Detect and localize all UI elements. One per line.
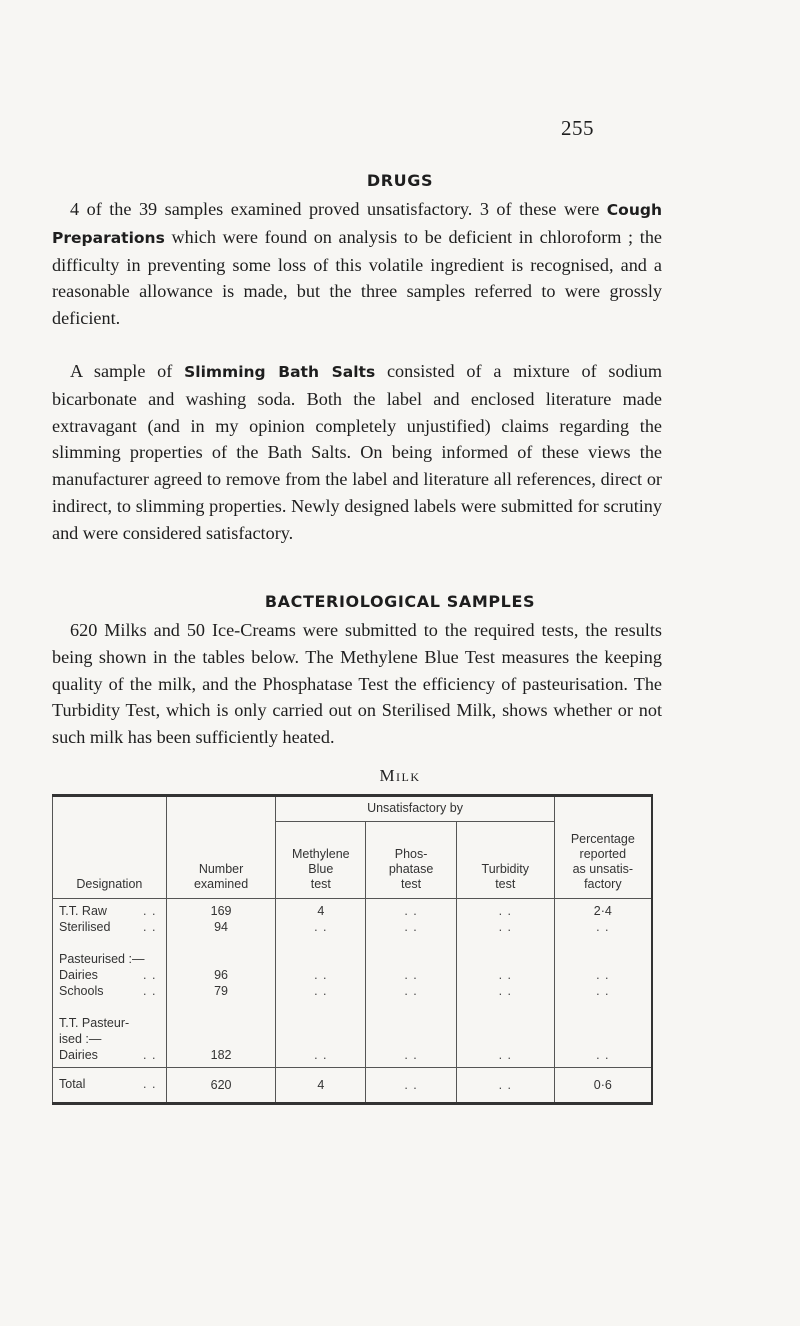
header-percentage: Percentage reported as unsatis- factory bbox=[554, 796, 652, 899]
cell-number: 96 bbox=[214, 968, 228, 982]
drugs-p1-bold: Cough Preparations bbox=[52, 201, 662, 247]
header-turbidity: Turbidity test bbox=[456, 822, 554, 899]
bacteriological-paragraph: 620 Milks and 50 Ice-Creams were submitted to the required tests, the results being shown in the tables below. The Methylene Blue Test measures the keeping quality of the milk, and the Phosphatase Test the efficiency of pasteurisation. The Turbidity Test, which is only carried out on Sterilised Milk, shows whether or not such milk has been sufficiently heated. bbox=[52, 620, 662, 748]
header-unsatisfactory-by: Unsatisfactory by bbox=[276, 796, 554, 822]
cell-percentage: . . bbox=[596, 968, 610, 982]
leader-dots: . . bbox=[143, 904, 157, 918]
bacteriological-heading: BACTERIOLOGICAL SAMPLES bbox=[264, 592, 536, 611]
row-label: T.T. Raw bbox=[59, 904, 107, 918]
cell-number: 182 bbox=[210, 1048, 232, 1062]
cell-turbidity: . . bbox=[498, 1048, 512, 1062]
cell-phosphatase: . . bbox=[404, 920, 418, 934]
cell-methylene: . . bbox=[314, 1048, 328, 1062]
group-label: T.T. Pasteur- bbox=[59, 1016, 130, 1030]
leader-dots: . . bbox=[143, 920, 157, 934]
methylene-column bbox=[276, 899, 366, 1068]
drugs-p1-text-a: 4 of the 39 samples examined proved unsatisfactory. 3 of these were bbox=[70, 199, 607, 219]
cell-methylene: 4 bbox=[317, 904, 325, 918]
drugs-p2-text-a: A sample of bbox=[70, 361, 185, 381]
drugs-p2-bold: Slimming Bath Salts bbox=[184, 363, 376, 381]
group-label: ised :— bbox=[59, 1032, 102, 1046]
percentage-column bbox=[554, 899, 652, 1068]
drugs-p1-text-b: which were found on analysis to be deficient in chloroform ; the difficulty in preventing some loss of this volatile ingredient is recognised, and a reasonable allowance is made, but the three samples referred to were grossly deficient. bbox=[52, 226, 662, 329]
cell-percentage: . . bbox=[596, 920, 610, 934]
row-label: Schools bbox=[59, 984, 104, 998]
header-methylene-blue: Methylene Blue test bbox=[276, 822, 366, 899]
cell-turbidity: . . bbox=[498, 904, 512, 918]
total-number: 620 bbox=[166, 1068, 276, 1104]
designation-column bbox=[53, 899, 167, 1068]
cell-methylene: . . bbox=[314, 984, 328, 998]
cell-methylene: . . bbox=[314, 968, 328, 982]
header-phosphatase: Phos- phatase test bbox=[366, 822, 457, 899]
cell-phosphatase: . . bbox=[404, 904, 418, 918]
cell-methylene: . . bbox=[314, 920, 328, 934]
group-label: Pasteurised :— bbox=[59, 952, 145, 966]
header-designation: Designation bbox=[53, 796, 167, 899]
cell-phosphatase: . . bbox=[404, 1048, 418, 1062]
cell-turbidity: . . bbox=[498, 984, 512, 998]
drugs-paragraph-2 bbox=[52, 358, 662, 547]
cell-phosphatase: . . bbox=[404, 968, 418, 982]
phosphatase-column bbox=[366, 899, 457, 1068]
number-column bbox=[166, 899, 276, 1068]
drugs-paragraph-1 bbox=[52, 196, 662, 332]
cell-turbidity: . . bbox=[498, 920, 512, 934]
row-label: Dairies bbox=[59, 1048, 98, 1062]
total-phosphatase: . . bbox=[366, 1068, 457, 1104]
turbidity-column bbox=[456, 899, 554, 1068]
leader-dots: . . bbox=[143, 1048, 157, 1062]
drugs-heading: DRUGS bbox=[366, 171, 434, 190]
milk-table bbox=[52, 794, 653, 1105]
header-number-examined: Number examined bbox=[166, 796, 276, 899]
cell-number: 169 bbox=[210, 904, 232, 918]
cell-phosphatase: . . bbox=[404, 984, 418, 998]
milk-table-title: Milk bbox=[379, 766, 421, 785]
drugs-p2-text-b: consisted of a mixture of sodium bicarbonate and washing soda. Both the label and enclosed literature made extravagant (and in my opinion completely unjustified) claims regarding the slimming properties of the Bath Salts. On being informed of these views the manufacturer agreed to remove from the label and literature all references, direct or indirect, to slimming properties. Newly designed labels were submitted for scrutiny and were considered satisfactory. bbox=[52, 361, 662, 543]
total-label: Total bbox=[59, 1077, 86, 1091]
cell-percentage: 2·4 bbox=[593, 904, 612, 918]
total-turbidity: . . bbox=[456, 1068, 554, 1104]
cell-turbidity: . . bbox=[498, 968, 512, 982]
leader-dots: . . bbox=[143, 1077, 157, 1091]
cell-number: 79 bbox=[214, 984, 228, 998]
total-row bbox=[53, 1068, 653, 1104]
page-number: 255 bbox=[561, 116, 594, 140]
cell-percentage: . . bbox=[596, 1048, 610, 1062]
cell-number: 94 bbox=[214, 920, 228, 934]
cell-percentage: . . bbox=[596, 984, 610, 998]
total-methylene: 4 bbox=[276, 1068, 366, 1104]
table-body-row bbox=[53, 899, 653, 1068]
total-label-cell bbox=[53, 1068, 167, 1104]
leader-dots: . . bbox=[143, 968, 157, 982]
total-percentage: 0·6 bbox=[554, 1068, 652, 1104]
row-label: Dairies bbox=[59, 968, 98, 982]
row-label: Sterilised bbox=[59, 920, 111, 934]
leader-dots: . . bbox=[143, 984, 157, 998]
